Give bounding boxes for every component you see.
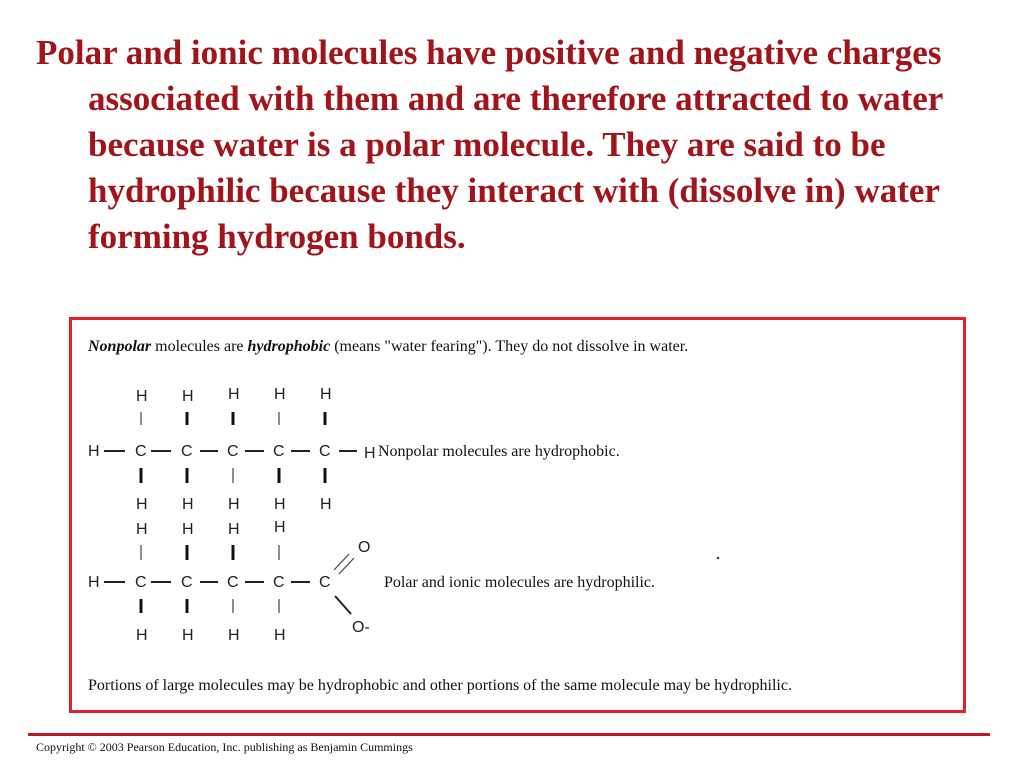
molecule-diagram <box>72 320 963 710</box>
nonpolar-label: Nonpolar molecules are hydrophobic. <box>378 443 620 460</box>
atom-h: H <box>182 496 194 513</box>
copyright-footer: Copyright © 2003 Pearson Education, Inc. publishing as Benjamin Cummings <box>36 740 413 754</box>
caption-hydrophobic-word: hydrophobic <box>247 338 331 355</box>
atom-h: H <box>274 519 286 536</box>
atom-o: O <box>358 539 371 556</box>
atom-h: H <box>228 386 240 403</box>
atom-c: C <box>319 443 331 460</box>
atom-c: C <box>273 443 285 460</box>
atom-h: H <box>228 627 240 644</box>
atom-c: C <box>135 574 147 591</box>
atom-c: C <box>181 443 193 460</box>
atom-h: H <box>136 496 148 513</box>
figure-bottom-text: Portions of large molecules may be hydrophobic and other portions of the same molecule may be hydrophilic. <box>88 677 792 694</box>
atom-c: C <box>227 574 239 591</box>
atom-c: C <box>135 443 147 460</box>
bond <box>334 554 349 570</box>
polar-label: Polar and ionic molecules are hydrophilic. <box>384 574 656 591</box>
molecule-figure <box>69 317 966 713</box>
atom-h: H <box>136 388 148 405</box>
caption-rest: (means "water fearing"). They do not dissolve in water. <box>330 338 689 355</box>
atom-h: H <box>182 388 194 405</box>
atom-h: H <box>88 574 100 591</box>
bond <box>335 596 351 614</box>
stray-dot <box>717 557 719 559</box>
atom-c: C <box>319 574 331 591</box>
polar-molecule <box>88 519 655 644</box>
atom-c: C <box>273 574 285 591</box>
atom-h: H <box>88 443 100 460</box>
bond <box>339 558 354 574</box>
atom-h: H <box>182 627 194 644</box>
atom-h: H <box>364 445 376 462</box>
caption-mid: molecules are <box>151 338 248 355</box>
atom-h: H <box>274 496 286 513</box>
nonpolar-molecule <box>88 386 620 513</box>
atom-o-minus: O- <box>352 619 370 636</box>
atom-h: H <box>136 627 148 644</box>
atom-h: H <box>320 386 332 403</box>
slide-heading: Polar and ionic molecules have positive and negative charges associated with them and are therefore attracted to water because water is a polar molecule. They are said to be hydrophilic because they interact with (dissolve in) water forming hydrogen bonds. <box>36 33 943 256</box>
atom-h: H <box>228 496 240 513</box>
caption-nonpolar-word: Nonpolar <box>88 338 152 355</box>
atom-h: H <box>274 627 286 644</box>
atom-h: H <box>320 496 332 513</box>
atom-h: H <box>228 521 240 538</box>
atom-h: H <box>274 386 286 403</box>
footer-divider <box>28 733 990 736</box>
atom-h: H <box>182 521 194 538</box>
atom-c: C <box>181 574 193 591</box>
atom-h: H <box>136 521 148 538</box>
atom-c: C <box>227 443 239 460</box>
